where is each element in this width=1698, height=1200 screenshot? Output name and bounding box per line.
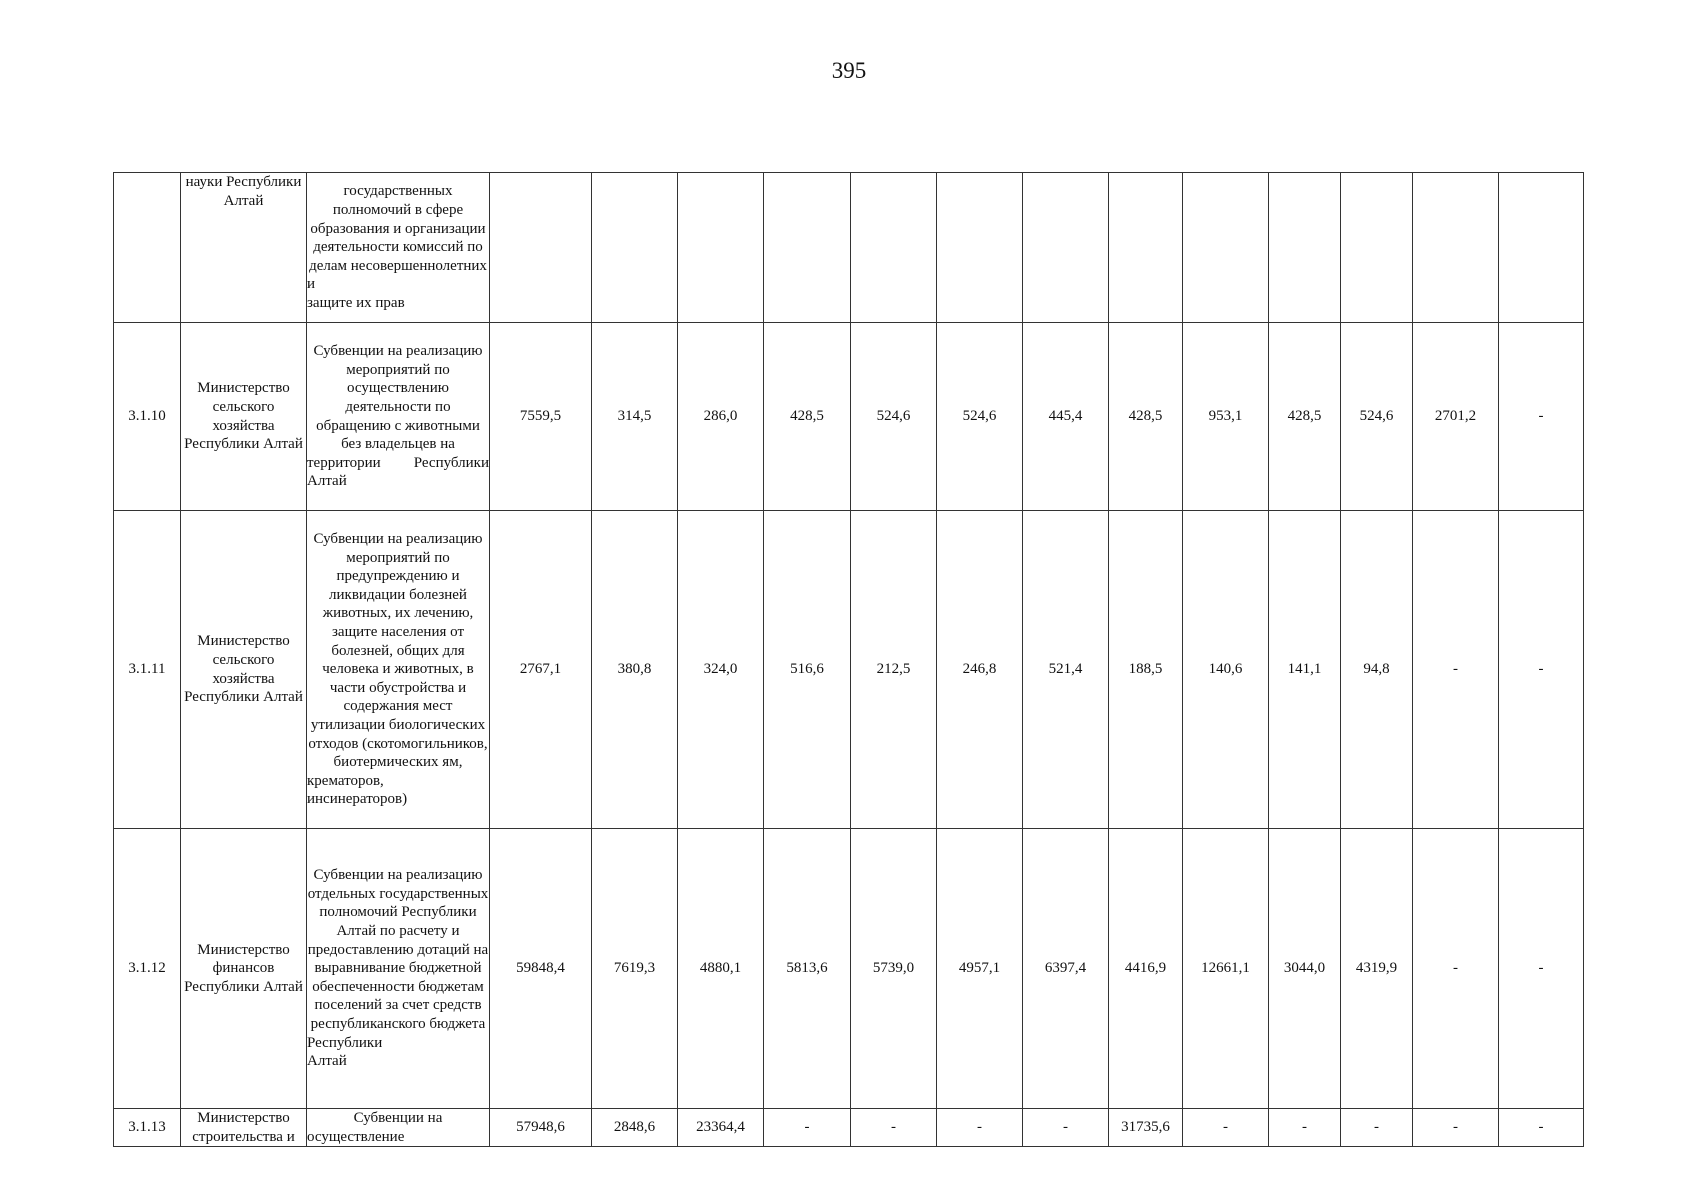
value-cell [1499,173,1584,323]
value-cell: 141,1 [1269,511,1341,829]
value-cell: - [937,1109,1023,1147]
value-cell: 521,4 [1023,511,1109,829]
value-cell: 428,5 [1109,323,1183,511]
value-cell: - [1269,1109,1341,1147]
value-cell: - [1413,511,1499,829]
value-cell [1413,173,1499,323]
value-cell: 324,0 [678,511,764,829]
responsible-org: Министерство финансов Республики Алтай [181,829,307,1109]
value-cell: 380,8 [592,511,678,829]
measure-description: государственных полномочий в сфере образования и организации деятельности комиссий по делам несовершеннолетних и защите их прав [307,173,490,323]
table-row [114,323,1584,511]
value-cell: 4319,9 [1341,829,1413,1109]
table-row [114,829,1584,1109]
measure-description: Субвенции на реализацию мероприятий по предупреждению и ликвидации болезней животных, их лечению, защите населения от болезней, общих для человека и животных, в части обустройства и содержания мест утилизации биологических отходов (скотомогильников, биотермических ям, крематоров, инсинераторов) [307,511,490,829]
value-cell: 4416,9 [1109,829,1183,1109]
value-cell: - [1499,1109,1584,1147]
value-cell: 94,8 [1341,511,1413,829]
row-number: 3.1.11 [114,511,181,829]
value-cell: 23364,4 [678,1109,764,1147]
value-cell: 516,6 [764,511,851,829]
value-cell [937,173,1023,323]
value-cell: 314,5 [592,323,678,511]
value-cell [764,173,851,323]
value-cell: 286,0 [678,323,764,511]
value-cell: 5813,6 [764,829,851,1109]
value-cell: 57948,6 [490,1109,592,1147]
value-cell [592,173,678,323]
value-cell: 524,6 [937,323,1023,511]
value-cell [1269,173,1341,323]
value-cell: 4880,1 [678,829,764,1109]
value-cell: 2848,6 [592,1109,678,1147]
value-cell: - [1023,1109,1109,1147]
value-cell: 12661,1 [1183,829,1269,1109]
responsible-org: Министерство строительства и [181,1109,307,1147]
value-cell: 4957,1 [937,829,1023,1109]
table-row [114,511,1584,829]
row-number: 3.1.13 [114,1109,181,1147]
value-cell: 428,5 [1269,323,1341,511]
responsible-org: Министерство сельского хозяйства Республики Алтай [181,323,307,511]
row-number: 3.1.12 [114,829,181,1109]
value-cell: 5739,0 [851,829,937,1109]
value-cell [678,173,764,323]
page-number: 395 [831,58,867,83]
value-cell: - [851,1109,937,1147]
value-cell: 212,5 [851,511,937,829]
value-cell: - [764,1109,851,1147]
measure-description: Субвенции на реализацию мероприятий по осуществлению деятельности по обращению с животными без владельцев на территории Республики Алтай [307,323,490,511]
value-cell: 31735,6 [1109,1109,1183,1147]
value-cell: - [1499,323,1584,511]
row-number: 3.1.10 [114,323,181,511]
value-cell: 6397,4 [1023,829,1109,1109]
value-cell: - [1499,829,1584,1109]
value-cell: 524,6 [851,323,937,511]
value-cell: 59848,4 [490,829,592,1109]
measure-description: Субвенции на реализацию отдельных государственных полномочий Республики Алтай по расчету и предоставлению дотаций на выравнивание бюджетной обеспеченности бюджетам поселений за счет средств республиканского бюджета Республики Алтай [307,829,490,1109]
value-cell: 246,8 [937,511,1023,829]
value-cell [1109,173,1183,323]
value-cell: 140,6 [1183,511,1269,829]
value-cell: 3044,0 [1269,829,1341,1109]
value-cell: - [1413,829,1499,1109]
value-cell: 2767,1 [490,511,592,829]
value-cell [490,173,592,323]
value-cell: 953,1 [1183,323,1269,511]
value-cell: 7559,5 [490,323,592,511]
value-cell [851,173,937,323]
value-cell: 188,5 [1109,511,1183,829]
value-cell: 7619,3 [592,829,678,1109]
responsible-org: науки Республики Алтай [181,173,307,323]
value-cell: 428,5 [764,323,851,511]
value-cell: - [1413,1109,1499,1147]
value-cell: - [1341,1109,1413,1147]
table-row [114,173,1584,323]
value-cell [1183,173,1269,323]
responsible-org: Министерство сельского хозяйства Республики Алтай [181,511,307,829]
table-row [114,1109,1584,1147]
value-cell: 445,4 [1023,323,1109,511]
value-cell: - [1499,511,1584,829]
row-number [114,173,181,323]
value-cell: 524,6 [1341,323,1413,511]
value-cell [1341,173,1413,323]
value-cell: - [1183,1109,1269,1147]
budget-table [113,172,1584,1147]
value-cell: 2701,2 [1413,323,1499,511]
value-cell [1023,173,1109,323]
measure-description: Субвенции на осуществление [307,1109,490,1147]
